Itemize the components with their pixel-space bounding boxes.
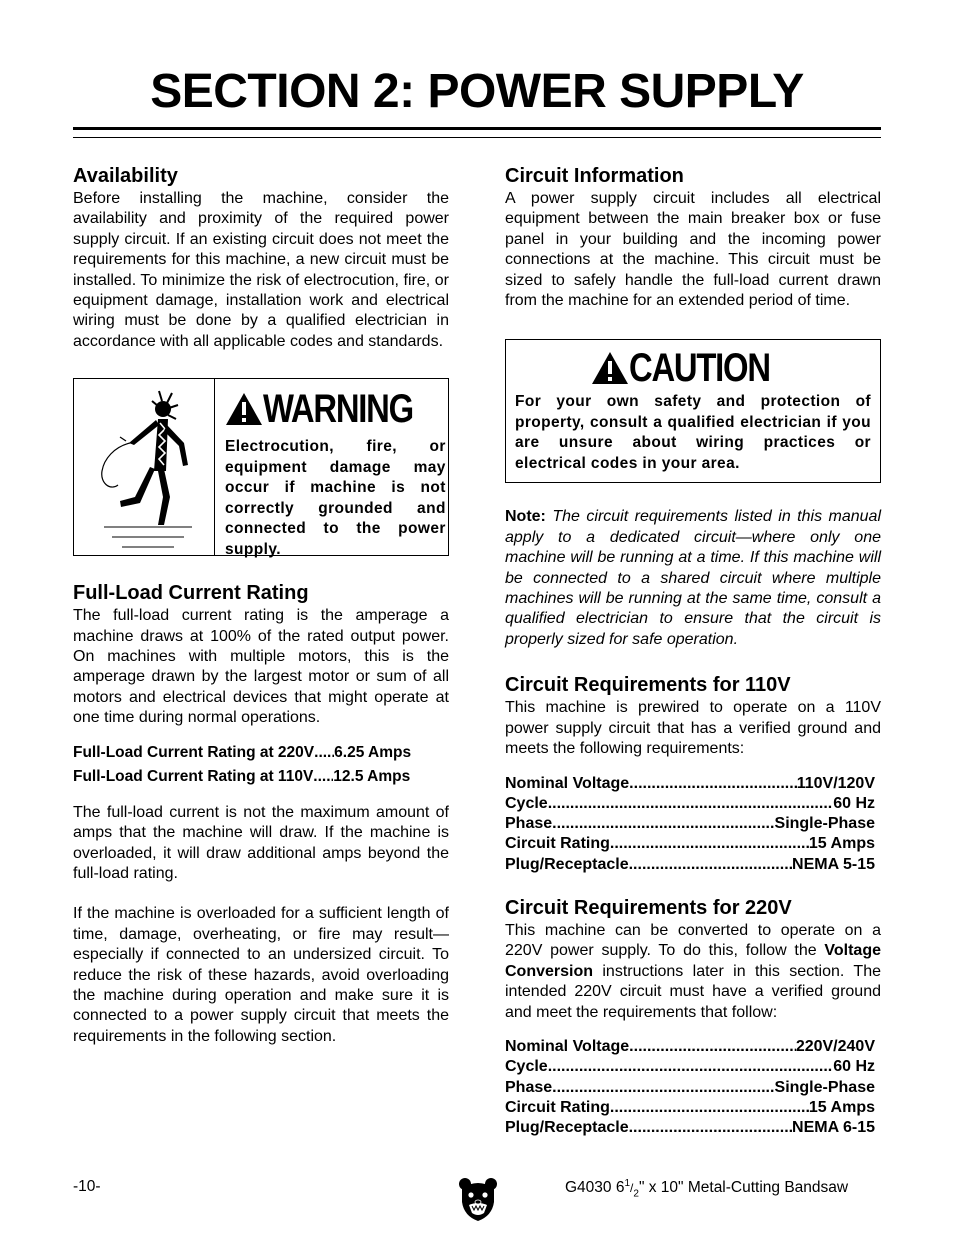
warning-box [73,378,449,556]
title-rule-thick [73,127,881,130]
req220-specs [505,1037,875,1138]
full-load-para2: The full-load current is not the maximum amount of amps that the machine will draw. If the machine is overloaded, it will draw additional amps beyond the full-load rating. [73,803,449,882]
circuit-info-body: A power supply circuit includes all electrical equipment between the main breaker box or fuse panel in your building and the incoming power connections at the machine. This circuit must be sized to safely handle the full-load current drawn from the machine for an extended period of time. [505,190,881,310]
rating-key: Full-Load Current Rating at 220V [73,743,315,761]
fraction-denominator: 2 [633,1188,639,1200]
model-prefix: G4030 6 [565,1179,625,1197]
note-paragraph [505,507,881,650]
spec-value: NEMA 5-15 [792,855,875,873]
req220-body-a: This machine can be converted to operate on a 220V power supply. To do this, follow the [505,921,881,960]
caution-header [515,346,871,390]
spec-row [505,1078,875,1098]
spec-key: Phase [505,1078,553,1096]
full-load-body: The full-load current rating is the amperage a machine draws at 100% of the rated output power. On machines with multiple motors, this is the amperage drawn by the largest motor or sum of all motors and electrical devices that might operate at one time during normal operations. [73,607,449,727]
availability-body: Before installing the machine, consider the availability and proximity of the required power supply circuit. If an existing circuit does not meet the requirements for this machine, a new circuit must be installed. To minimize the risk of electrocution, fire, or equipment damage, installation work and electrical wiring must be done by a qualified electrician in accordance with all applicable codes and standards. [73,190,449,350]
rating-key: Full-Load Current Rating at 110V [73,767,314,785]
req110-body: This machine is prewired to operate on a 110V power supply circuit that has a verified ground and meets the following requirements: [505,699,881,758]
warning-text [215,379,456,558]
caution-box [505,339,881,483]
spec-value: 15 Amps [808,835,875,853]
spec-row [505,774,875,794]
warning-label: WARNING [263,387,413,432]
spec-value: 15 Amps [808,1098,875,1116]
availability-heading: Availability [73,165,178,187]
spec-key: Circuit Rating [505,835,610,853]
req220-body-b: instructions later in this section. The intended 220V circuit must have a verified ground and meet the requirements that follow: [505,962,881,1021]
spec-row [505,1098,875,1118]
spec-row [505,834,875,854]
caution-body: For your own safety and protection of property, consult a qualified electrician if you are unsure about wiring practices or electrical codes in your area. [515,393,871,472]
spec-value: 60 Hz [833,1058,875,1076]
rating-row-110v [73,765,449,789]
spec-row [505,855,875,875]
model-suffix: " x 10" Metal-Cutting Bandsaw [638,1179,849,1197]
spec-key: Nominal Voltage [505,1038,630,1056]
spec-key: Plug/Receptacle [505,1119,629,1137]
req220-body [505,921,881,1023]
left-column [73,163,449,1047]
spec-key: Plug/Receptacle [505,855,629,873]
spec-row [505,1057,875,1077]
note-label: Note: [505,508,546,526]
fraction-numerator: 1 [624,1178,631,1189]
circuit-info-heading: Circuit Information [505,165,684,187]
electrocution-icon [74,379,215,555]
warning-body: Electrocution, fire, or equipment damage may occur if machine is not correctly grounded and connected to the power supply. [225,438,446,558]
title-rule-thin [73,137,881,138]
spec-value: 110V/120V [796,774,875,792]
rating-row-220v [73,741,449,765]
caution-triangle-icon [591,351,629,385]
model-title: G4030 $6^1/_2$" x 10" Metal-Cutting Bandsaw [565,1178,849,1200]
spec-value: Single-Phase [774,815,875,833]
full-load-para3: If the machine is overloaded for a sufficient length of time, damage, overheating, or fire may result—especially if connected to an undersized circuit. To reduce the risk of these hazards, avoid overloading the machine during operation and make sure it is connected to a power supply circuit that meets the requirements in the following section. [73,905,449,1045]
spec-key: Circuit Rating [505,1098,610,1116]
spec-value: 60 Hz [833,794,875,812]
rating-value: 12.5 Amps [333,767,411,785]
req110-heading: Circuit Requirements for 110V [505,674,791,697]
spec-row [505,1037,875,1057]
warning-triangle-icon [225,392,263,426]
note-body: The circuit requirements listed in this manual apply to a dedicated circuit—where only one machine will be running at a time. If this machine will be connected to a shared circuit where multiple machines will be running at the same time, consult a qualified electrician to ensure that the circuit is properly sized for safe operation. [505,508,882,648]
spec-key: Nominal Voltage [505,774,630,792]
spec-key: Cycle [505,794,548,812]
spec-value: Single-Phase [774,1078,875,1096]
right-column [505,163,881,1139]
spec-key: Phase [505,815,553,833]
full-load-ratings [73,741,449,789]
warning-header [225,387,446,431]
full-load-heading: Full-Load Current Rating [73,582,309,605]
spec-value: 220V/240V [795,1038,875,1056]
page-number: -10- [73,1178,101,1195]
req110-specs [505,774,875,875]
bear-logo-icon [458,1176,498,1227]
req220-heading: Circuit Requirements for 220V [505,896,792,919]
spec-key: Cycle [505,1058,548,1076]
caution-label: CAUTION [629,346,770,391]
page-title: SECTION 2: POWER SUPPLY [150,65,804,118]
spec-row [505,1118,875,1138]
spec-row [505,794,875,814]
spec-row [505,814,875,834]
rating-value: 6.25 Amps [334,743,412,761]
voltage-conversion-ref: Voltage Conversion [505,942,881,980]
spec-value: NEMA 6-15 [792,1119,875,1137]
